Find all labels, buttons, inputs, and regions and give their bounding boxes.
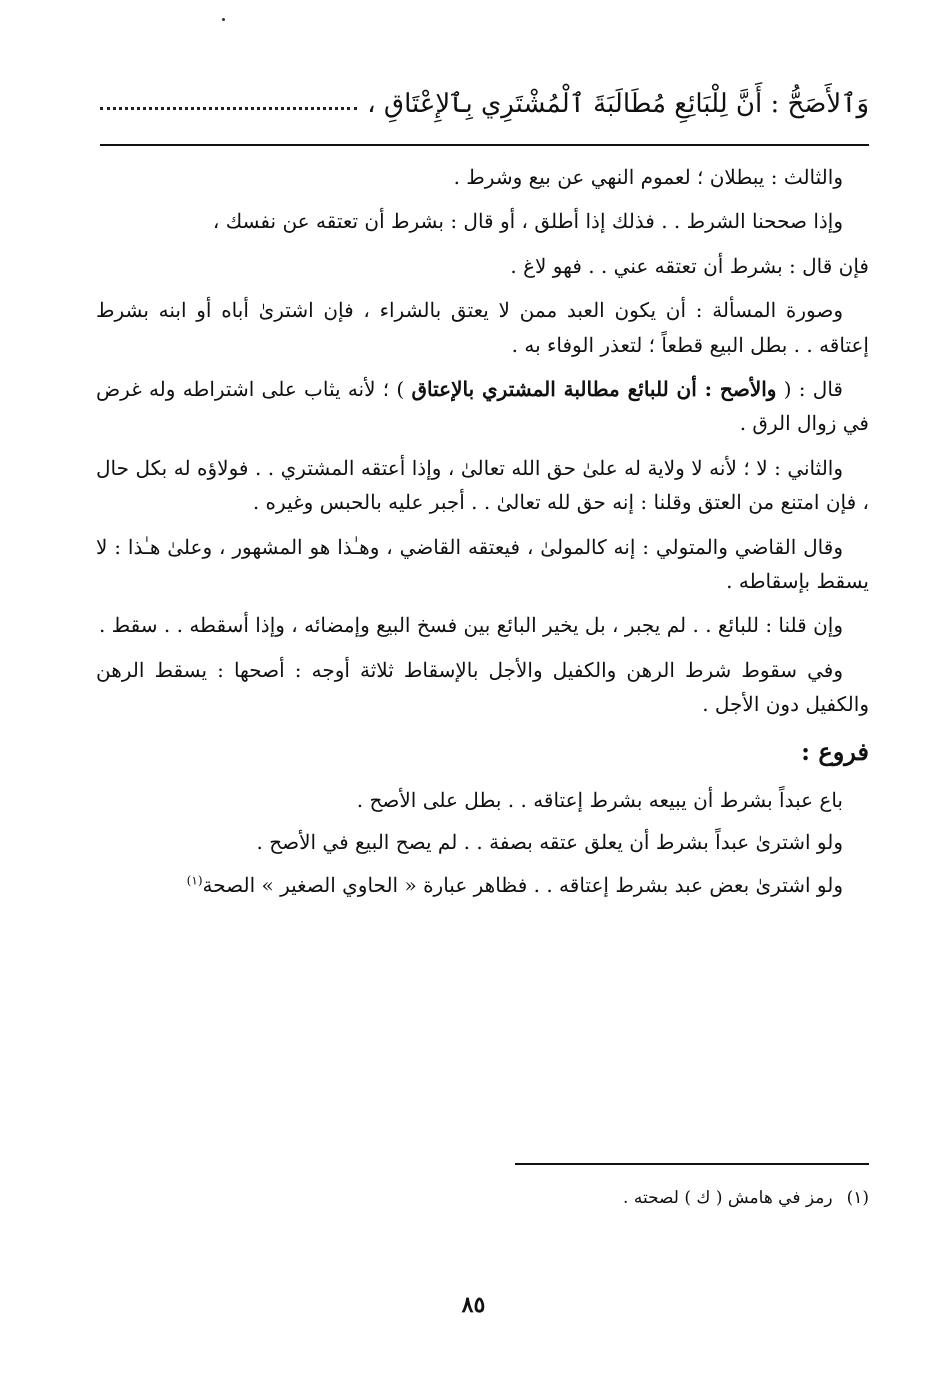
paragraph-third-view: والثالث : يبطلان ؛ لعموم النهي عن بيع وشرط . [453,165,843,189]
page-number: ٨٥ [461,1292,486,1318]
matn-tail: ) ؛ لأنه يثاب على اشتراطه وله غرض في زوال الرق . [96,376,869,436]
paragraph-condition-void: فإن قال : بشرط أن تعتقه عني . . فهو لاغ . [510,253,869,278]
branch-item: ولو اشترىٰ عبداً بشرط أن يعلق عتقه بصفة . . لم يصح البيع في الأصح . [256,830,843,855]
running-header-title: وَٱلأَصَحُّ : أَنَّ لِلْبَائِعِ مُطَالَبَةَ ٱلْمُشْتَرِي بِٱلإِعْتَاقِ ، [367,88,869,119]
footnote-divider [515,1163,869,1165]
footnote [96,1188,869,1208]
paragraph-pledge-guarantor: وفي سقوط شرط الرهن والكفيل والأجل بالإسقاط ثلاثة أوجه : أصحها : يسقط الرهن والكفيل دون الأجل . [96,657,869,717]
paragraph-matn-quote [96,372,869,441]
paragraph-case-form: وصورة المسألة : أن يكون العبد ممن لا يعتق بالشراء ، فإن اشترىٰ أباه أو ابنه بشرط إعتاقه . . بطل البيع قطعاً ؛ لتعذر الوفاء به . [96,298,869,357]
paragraph-qadi-view: وقال القاضي والمتولي : إنه كالمولىٰ ، فيعتقه القاضي ، وهـٰذا هو المشهور ، وعلىٰ هـٰذا : لا يسقط بإسقاطه . [96,534,869,593]
footnote-text: رمز في هامش ( ك ) لصحته . [623,1188,833,1208]
header-divider [100,144,869,146]
matn-bold-text: والأصح : أن للبائع مطالبة المشتري بالإعتاق [411,376,777,401]
paragraph-condition-valid: وإذا صححنا الشرط . . فذلك إذا أطلق ، أو قال : بشرط أن تعتقه عن نفسك ، [212,209,843,234]
ink-speck [222,18,225,21]
footnote-number: (١) [846,1188,869,1208]
paragraph-second-view: والثاني : لا ؛ لأنه لا ولاية له علىٰ حق الله تعالىٰ ، وإذا أعتقه المشتري . . فولاؤه له بكل حال ، فإن امتنع من العتق وقلنا : إنه حق لله تعالىٰ . . أجبر عليه بالحبس وغيره . [96,455,869,515]
main-text [96,160,869,910]
running-header [100,78,869,120]
branches-list [96,783,869,902]
branch-item-text: ولو اشترىٰ بعض عبد بشرط إعتاقه . . فظاهر عبارة « الحاوي الصغير » الصحة [202,872,843,897]
footnote-reference[interactable]: (١) [186,872,203,887]
branches-heading: فروع : [801,737,869,767]
branch-item [96,868,869,902]
branch-item: باع عبداً بشرط أن يبيعه بشرط إعتاقه . . بطل على الأصح . [356,787,843,812]
header-dot-leader [100,107,357,110]
paragraph-seller-right: وإن قلنا : للبائع . . لم يجبر ، بل يخير البائع بين فسخ البيع وإمضائه ، وإذا أسقطه . . سقط . [98,613,843,638]
matn-lead: قال : ( [776,376,843,401]
